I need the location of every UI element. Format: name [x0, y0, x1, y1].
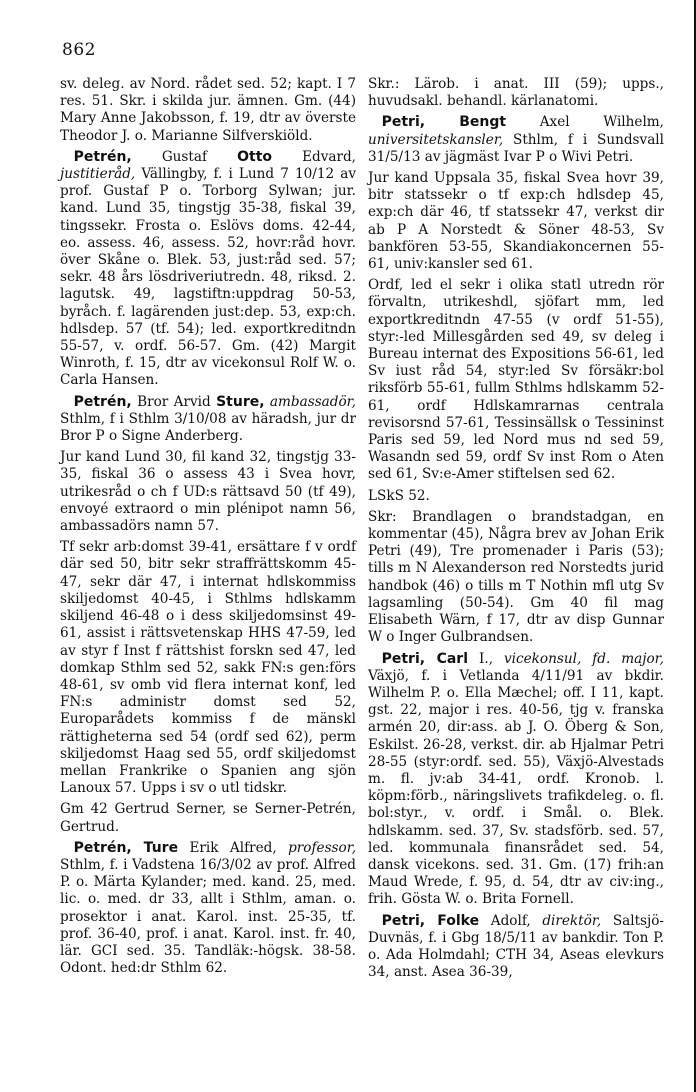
- given-name-post: Axel Wilhelm,: [539, 114, 664, 131]
- entry-name: Petri, Folke: [381, 912, 480, 929]
- entry-text: Sthlm, f i Sundsvall 31/5/13 av jägmäst Ivar P o Wivi Petri.: [368, 131, 664, 165]
- entry-petri-bengt: [368, 114, 664, 166]
- entry-paragraph: Tf sekr arb:domst 39-41, ersättare f v ordf där sed 50, bitr sekr straffrättskomm 45-47, sekr där 47, i internat hdlskommiss skiljedomst 40-45, i Sthlms hdlskamm skiljend 46-48 o i dess skiljedomsinst 49-61, assist i rättsvetenskap HHS 47-59, led av styr f Inst f rättshist forskn sed 47, led domkap Sthlm sed 52, sakk FN:s gen:förs 48-61, sv omb vid flera internat konf, led FN:s administr domst sed 52, Europarådets kommiss f de mänskl rättigheterna sed 54 (ordf sed 62), perm skiljedomst Haag sed 55, ordf skiljedomst mellan Frankrike o Spanien ang sjön Lanoux 57. Upps i sv o utl tidskr.: [60, 539, 356, 797]
- entry-paragraph: Gm 42 Gertrud Serner, se Serner-Petrén, Gertrud.: [60, 801, 356, 835]
- entry-paragraph: Skr: Brandlagen o brandstadgan, en kommentar (45), Några brev av Johan Erik Petri (49), Tre promenader i Paris (53); tills m N Alexanderson red Norstedts jurid handbok (46) o tills m T Nothin mfl utg Sv lagsamling (50-54). Gm 40 fil mag Elisabeth Wärn, f 17, dtr av disp Gunnar W o Inger Gulbrandsen.: [368, 508, 664, 646]
- entry-name: Petrén,: [73, 393, 132, 410]
- occupation-title: ambassadör,: [269, 393, 356, 410]
- page-number: 862: [62, 40, 96, 60]
- left-continuation-text: sv. deleg. av Nord. rådet sed. 52; kapt. I 7 res. 51. Skr. i skilda jur. ämnen. Gm. (44) Mary Anne Jakobsson, f. 19, dtr av överste Theodor J. o. Marianne Silfverskiöld.: [60, 76, 356, 144]
- entry-name: Petrén, Ture: [73, 839, 179, 856]
- occupation-title: vicekonsul, fd. major,: [504, 650, 664, 667]
- right-column: [368, 76, 664, 985]
- occupation-title: justitieråd,: [60, 166, 136, 183]
- entry-petren-sture: [60, 394, 356, 446]
- entry-petri-carl: [368, 651, 664, 909]
- occupation-title: professor,: [288, 839, 357, 856]
- entry-text: Saltsjö-Duvnäs, f. i Gbg 18/5/11 av bankdir. Ton P. o. Ada Holmdahl; CTH 34, Aseas elevkurs 34, anst. Asea 36-39,: [368, 912, 665, 981]
- given-name-bold: Sture,: [216, 393, 265, 410]
- given-name-post: I.,: [479, 650, 494, 667]
- right-continuation-text: Skr.: Lärob. i anat. III (59); upps., huvudsakl. behandl. kärlanatomi.: [368, 76, 664, 110]
- entry-text: Växjö, f. i Vetlanda 4/11/91 av bkdir. Wilhelm P. o. Ella Mæchel; off. I 11, kapt. gst. 22, major i res. 40-56, tjg v. franska armén 20, dir:ass. ab J. O. Öberg & Son, Eskilst. 26-28, verkst. dir. ab Hjalmar Petri 28-55 (styr:ordf. sed. 55), Växjö-Alvestads m. fl. jv:ab 34-41, ordf. Kronob. l. köpm:förb., näringslivets trafikdeleg. o. fl. bol:styr., v. ordf. i Smål. o. Blek. hdlskamm. sed. 37, Sv. stadsförb. sed. 57, led. kommunala finansrådet sed. 54, dansk vicekons. sed. 31. Gm. (17) frih:an Maud Wrede, f. 95, d. 54, dtr av civ:ing., frih. Gösta W. o. Brita Fornell.: [368, 667, 664, 908]
- entry-petri-folke: [368, 913, 664, 982]
- entry-name: Petrén,: [73, 148, 132, 165]
- given-name-post: Adolf,: [490, 912, 531, 929]
- given-name-post: Edvard,: [302, 148, 357, 165]
- entry-text: Sthlm, f. i Vadstena 16/3/02 av prof. Alfred P. o. Märta Kylander; med. kand. 25, med. lic. o. med. dr 33, allt i Sthlm, aman. o. prosektor i anat. Karol. inst. 25-35, tf. prof. 36-40, prof. i anat. Karol. inst. fr. 40, lär. GCI sed. 35. Tandläk:-högsk. 38-58. Odont. hed:dr Sthlm 62.: [60, 856, 356, 977]
- entry-paragraph: Jur kand Lund 30, fil kand 32, tingstjg 33-35, fiskal 36 o assess 43 i Svea hovr, utrikesråd o ch f UD:s rättsavd 50 (tf 49), envoyé extraord o min plénipot namn 56, ambassadörs namn 57.: [60, 449, 356, 535]
- given-name-pre: Bror Arvid: [137, 393, 211, 410]
- entry-petren-ture: [60, 840, 356, 978]
- occupation-title: universitetskansler,: [368, 131, 504, 148]
- entry-name: Petri, Bengt: [381, 114, 507, 131]
- occupation-title: direktör,: [542, 912, 602, 929]
- entry-text: Vällingby, f. i Lund 7 10/12 av prof. Gustaf P o. Torborg Sylwan; jur. kand. Lund 35, tingstjg 35-38, fiskal 39, tingssekr. Frosta o. Eslövs doms. 42-44, eo. assess. 46, assess. 52, hovr:råd hovr. över Skåne o. Blek. 53, just:råd sed. 57; sekr. 48 års lösdriveriutredn. 48, riksd. 2. lagutsk. 49, lagstiftn:uppdrag 50-53, byråch. f. lagärenden just:dep. 53, exp:ch. hdlsdep. 57 (tf. 54); led. exportkreditndn 55-57, v. ordf. 56-57. Gm. (42) Margit Winroth, f. 15, dtr av vicekonsul Rolf W. o. Carla Hansen.: [60, 166, 356, 389]
- entry-paragraph: Ordf, led el sekr i olika statl utredn rör förvaltn, utrikeshdl, sjöfart mm, led exportkreditndn 47-55 (v ordf 51-55), styr:-led Millesgården sed 49, sv deleg i Bureau internat des Expositions 56-61, led Sv iust råd 54, styr:led Sv försäkr:bol riksförb 55-61, fullm Sthlms hdlskamm 52-61, ordf Hdlskamrarnas centrala revisorsnd 57-61, Tessinsällsk o Tessininst Paris sed 59, led Nord mus nd sed 59, Wasandn sed 59, ordf Sv inst Rom o Aten sed 61, Sv:e-Amer stiftelsen sed 62.: [368, 277, 664, 483]
- entry-paragraph: LSkS 52.: [368, 487, 430, 504]
- entry-petren-otto: [60, 149, 356, 390]
- given-name-bold: Otto: [237, 148, 272, 165]
- entry-paragraph: Jur kand Uppsala 35, fiskal Svea hovr 39, bitr statssekr o tf exp:ch hdlsdep 45, exp:ch där 46, tf statssekr 47, verkst dir ab P A Norstedt & Söner 48-53, Sv bankfören 53-55, Skandiakoncernen 55-61, univ:kansler sed 61.: [368, 170, 664, 273]
- entry-name: Petri, Carl: [381, 650, 469, 667]
- left-column: [60, 76, 356, 981]
- given-name-pre: Gustaf: [161, 148, 208, 165]
- entry-text: Sthlm, f i Sthlm 3/10/08 av häradsh, jur dr Bror P o Signe Anderberg.: [60, 410, 356, 445]
- given-name-post: Erik Alfred,: [189, 839, 277, 856]
